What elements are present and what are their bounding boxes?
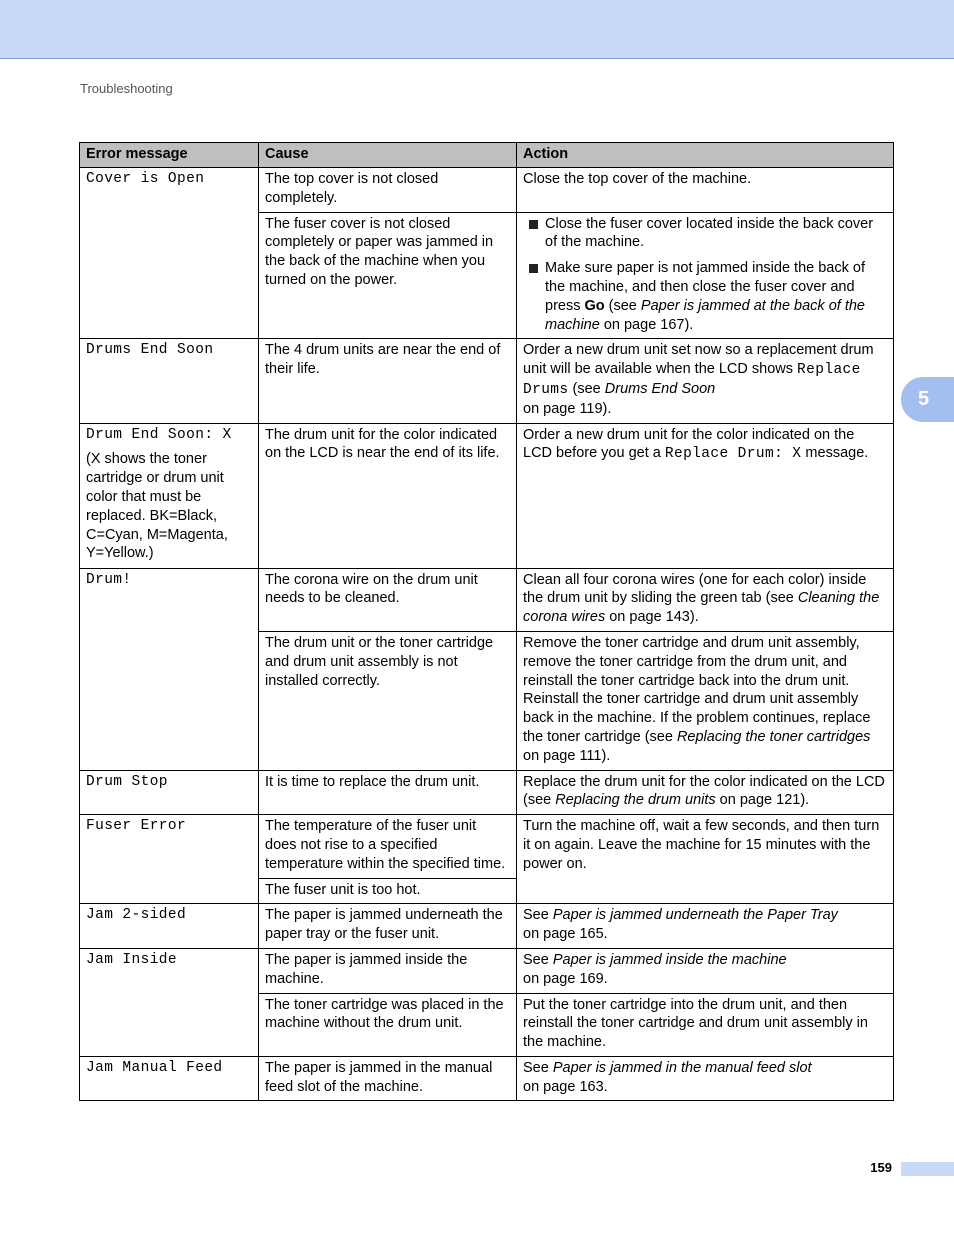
list-item: Close the fuser cover located inside the back cover of the machine.: [523, 215, 887, 253]
footer-band: [901, 1162, 954, 1176]
cross-reference: Paper is jammed underneath the Paper Tray: [552, 907, 838, 924]
error-cell: [80, 568, 259, 770]
action-cell: See Paper is jammed underneath the Paper Tray on page 165.: [517, 904, 894, 949]
cause-cell: The 4 drum units are near the end of their life.: [259, 339, 517, 423]
action-cell: Put the toner cartridge into the drum unit, and then reinstall the toner cartridge and drum unit assembly in the machine.: [517, 993, 894, 1056]
error-cell: [80, 1056, 259, 1101]
table-row: [80, 568, 894, 631]
cause-cell: The paper is jammed inside the machine.: [259, 948, 517, 993]
error-note: (X shows the toner cartridge or drum unit color that must be replaced. BK=Black, C=Cyan, M=Magenta, Y=Yellow.): [86, 451, 228, 562]
action-cell: Clean all four corona wires (one for each color) inside the drum unit by sliding the green tab (see Cleaning the corona wires on page 143).: [517, 568, 894, 631]
header-cause: Cause: [259, 143, 517, 168]
error-code: Jam 2-sided: [86, 907, 187, 924]
action-cell: Turn the machine off, wait a few seconds, and then turn it on again. Leave the machine for 15 minutes with the power on.: [517, 815, 894, 904]
list-item: Make sure paper is not jammed inside the back of the machine, and then close the fuser cover and press Go (see Paper is jammed at the back of the machine on page 167).: [523, 259, 887, 334]
cause-cell: The paper is jammed in the manual feed slot of the machine.: [259, 1056, 517, 1101]
error-cell: [80, 168, 259, 339]
error-code: Jam Inside: [86, 951, 178, 968]
cross-reference: Paper is jammed at the back of the machine: [545, 297, 865, 333]
table-row: [80, 168, 894, 213]
error-code: Jam Manual Feed: [86, 1059, 223, 1076]
error-cell: [80, 948, 259, 1056]
action-cell: Order a new drum unit for the color indicated on the LCD before you get a Replace Drum: X message.: [517, 423, 894, 568]
cross-reference: Paper is jammed inside the machine: [552, 951, 787, 968]
cause-cell: The drum unit for the color indicated on the LCD is near the end of its life.: [259, 423, 517, 568]
header-action: Action: [517, 143, 894, 168]
action-cell: Close the top cover of the machine.: [517, 168, 894, 213]
error-cell: [80, 339, 259, 423]
table-row: [80, 904, 894, 949]
table-row: [80, 339, 894, 423]
cross-reference: Drums End Soon: [604, 380, 716, 397]
error-cell: [80, 770, 259, 815]
chapter-tab[interactable]: 5: [901, 377, 954, 422]
table-row: [80, 1056, 894, 1101]
cross-reference: Paper is jammed in the manual feed slot: [552, 1059, 812, 1076]
page-number: 159: [870, 1160, 892, 1175]
table-row: [80, 770, 894, 815]
action-cell: Remove the toner cartridge and drum unit assembly, remove the toner cartridge from the drum unit, and reinstall the toner cartridge back into the drum unit. Reinstall the toner cartridge and drum unit assembly back in the machine. If the problem continues, replace the toner cartridge (see Replacing the toner cartridges on page 111).: [517, 631, 894, 770]
cross-reference: Cleaning the corona wires: [523, 590, 880, 626]
cause-cell: The paper is jammed underneath the paper tray or the fuser unit.: [259, 904, 517, 949]
cause-cell: The drum unit or the toner cartridge and drum unit assembly is not installed correctly.: [259, 631, 517, 770]
header-band: [0, 0, 954, 59]
action-cell: [517, 212, 894, 339]
action-cell: Replace the drum unit for the color indicated on the LCD (see Replacing the drum units on page 121).: [517, 770, 894, 815]
action-bullet-list: [523, 215, 887, 335]
lcd-message: Replace Drum: X: [664, 446, 802, 463]
cause-cell: The temperature of the fuser unit does not rise to a specified temperature within the specified time.: [259, 815, 517, 878]
header-error-message: Error message: [80, 143, 259, 168]
error-code: Drums End Soon: [86, 342, 214, 359]
error-code: Drum!: [86, 571, 132, 588]
table-row: [80, 948, 894, 993]
cause-cell: The corona wire on the drum unit needs to be cleaned.: [259, 568, 517, 631]
error-code: Cover is Open: [86, 171, 205, 187]
lcd-message: Replace Drums: [523, 362, 861, 398]
cause-cell: The toner cartridge was placed in the machine without the drum unit.: [259, 993, 517, 1056]
error-cell: [80, 904, 259, 949]
cause-cell: The fuser unit is too hot.: [259, 878, 517, 904]
section-title: Troubleshooting: [80, 81, 173, 96]
table-row: [80, 423, 894, 568]
error-code: Drum Stop: [86, 773, 168, 790]
error-code: Fuser Error: [86, 818, 187, 835]
action-cell: Order a new drum unit set now so a replacement drum unit will be available when the LCD shows Replace Drums (see Drums End Soon on page 119).: [517, 339, 894, 423]
error-message-table: [79, 142, 894, 1101]
cause-cell: It is time to replace the drum unit.: [259, 770, 517, 815]
cause-cell: The top cover is not closed completely.: [259, 168, 517, 213]
error-code: Drum End Soon: X: [86, 426, 232, 443]
table-row: [80, 815, 894, 878]
cross-reference: Replacing the drum units: [555, 792, 716, 809]
error-cell: [80, 423, 259, 568]
cross-reference: Replacing the toner cartridges: [676, 728, 871, 745]
action-cell: See Paper is jammed in the manual feed slot on page 163.: [517, 1056, 894, 1101]
error-cell: [80, 815, 259, 904]
cause-cell: The fuser cover is not closed completely or paper was jammed in the back of the machine when you turned on the power.: [259, 212, 517, 339]
action-cell: See Paper is jammed inside the machine on page 169.: [517, 948, 894, 993]
table-header-row: [80, 143, 894, 168]
